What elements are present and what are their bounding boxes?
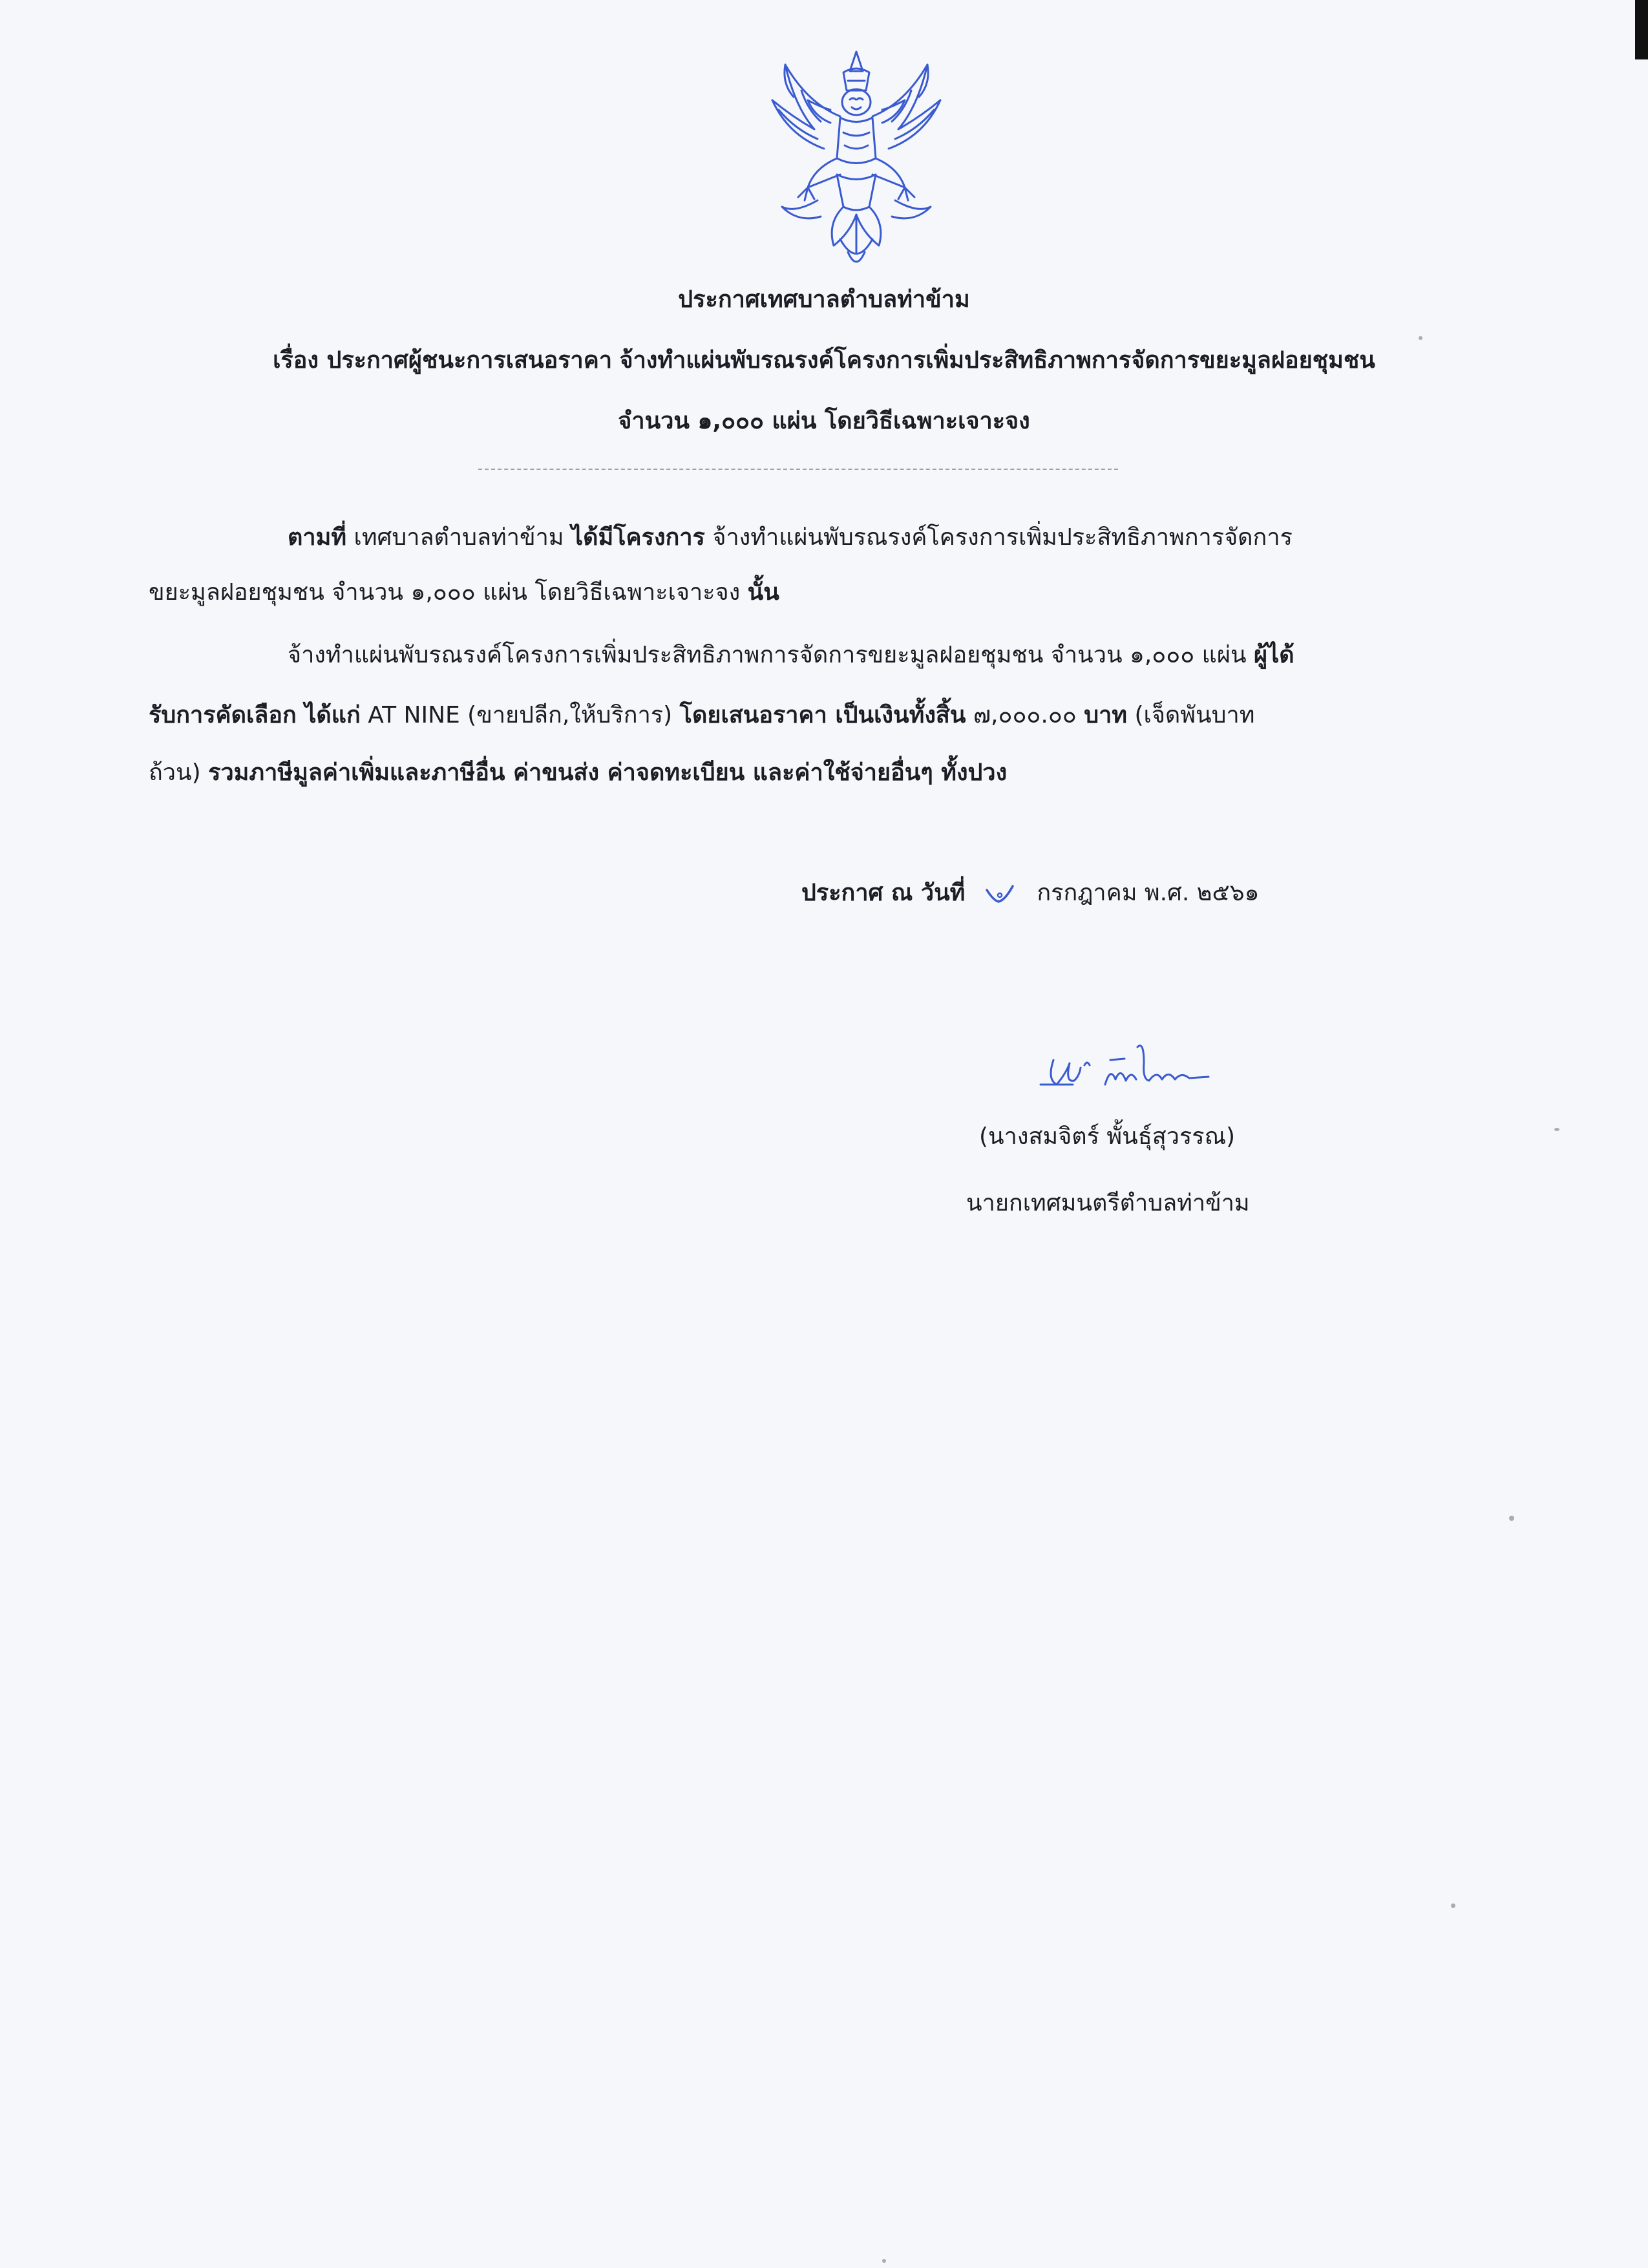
paragraph-2-line-2 <box>149 700 1254 731</box>
subject-line-2: จำนวน ๑,๐๐๐ แผ่น โดยวิธีเฉพาะเจาะจง <box>618 408 1030 434</box>
p2-line1-end: ผู้ได้ <box>1254 642 1294 668</box>
handwritten-day-mark <box>982 881 1020 907</box>
subject-line <box>0 345 1648 376</box>
announcement-date-line <box>801 878 1259 909</box>
p1-verb: ได้มีโครงการ <box>571 524 705 551</box>
document-title: ประกาศเทศบาลตำบลท่าข้าม <box>678 286 970 313</box>
p1-end: นั้น <box>747 579 779 606</box>
handwritten-signature <box>1034 1034 1247 1105</box>
p1-line2: ขยะมูลฝอยชุมชน จำนวน ๑,๐๐๐ แผ่น โดยวิธีเฉพาะเจาะจง <box>149 579 741 606</box>
signer-name: (นางสมจิตร์ พั้นธุ์สุวรรณ) <box>979 1123 1236 1150</box>
p2-line1: จ้างทำแผ่นพับรณรงค์โครงการเพิ่มประสิทธิภาพการจัดการขยะมูลฝอยชุมชน จำนวน ๑,๐๐๐ แผ่น <box>288 642 1247 668</box>
p2-amount: ๗,๐๐๐.๐๐ <box>973 702 1077 728</box>
p1-lead: ตามที่ <box>288 524 347 551</box>
scan-speck <box>1451 1903 1455 1908</box>
p2-offer: โดยเสนอราคา เป็นเงินทั้งสิ้น <box>679 702 966 728</box>
scan-speck <box>882 2259 886 2263</box>
scan-speck <box>1554 1128 1559 1131</box>
p2-amount-words: (เจ็ดพันบาท <box>1134 702 1255 728</box>
p1-project: จ้างทำแผ่นพับรณรงค์โครงการเพิ่มประสิทธิภาพการจัดการ <box>712 524 1293 551</box>
scan-speck <box>1419 336 1422 340</box>
p2-line3-rest: รวมภาษีมูลค่าเพิ่มและภาษีอื่น ค่าขนส่ง ค่าจดทะเบียน และค่าใช้จ่ายอื่นๆ ทั้งปวง <box>208 759 1008 786</box>
paragraph-2-line-3 <box>149 758 1007 789</box>
scan-speck <box>1509 1516 1514 1521</box>
p2-vendor: AT NINE (ขายปลีก,ให้บริการ) <box>368 702 673 728</box>
p2-line3-start: ถ้วน) <box>149 759 201 786</box>
scan-edge-mark <box>1635 0 1648 59</box>
p2-currency: บาท <box>1084 702 1128 728</box>
p1-org: เทศบาลตำบลท่าข้าม <box>354 524 564 551</box>
paragraph-2-line-1 <box>288 640 1294 671</box>
p2-selected: รับการคัดเลือก ได้แก่ <box>149 702 361 728</box>
dashed-divider <box>478 469 1118 470</box>
paragraph-1-line-2 <box>149 577 779 608</box>
signer-position: นายกเทศมนตรีตำบลท่าข้าม <box>966 1190 1250 1216</box>
announcement-label: ประกาศ ณ วันที่ <box>801 880 966 906</box>
subject-text: จ้างทำแผ่นพับรณรงค์โครงการเพิ่มประสิทธิภาพการจัดการขยะมูลฝอยชุมชน <box>619 347 1375 374</box>
garuda-emblem-icon <box>711 45 1002 284</box>
announcement-month-year: กรกฎาคม พ.ศ. ๒๕๖๑ <box>1037 880 1260 906</box>
subject-prefix: เรื่อง ประกาศผู้ชนะการเสนอราคา <box>273 347 613 374</box>
paragraph-1-line-1 <box>288 522 1293 553</box>
